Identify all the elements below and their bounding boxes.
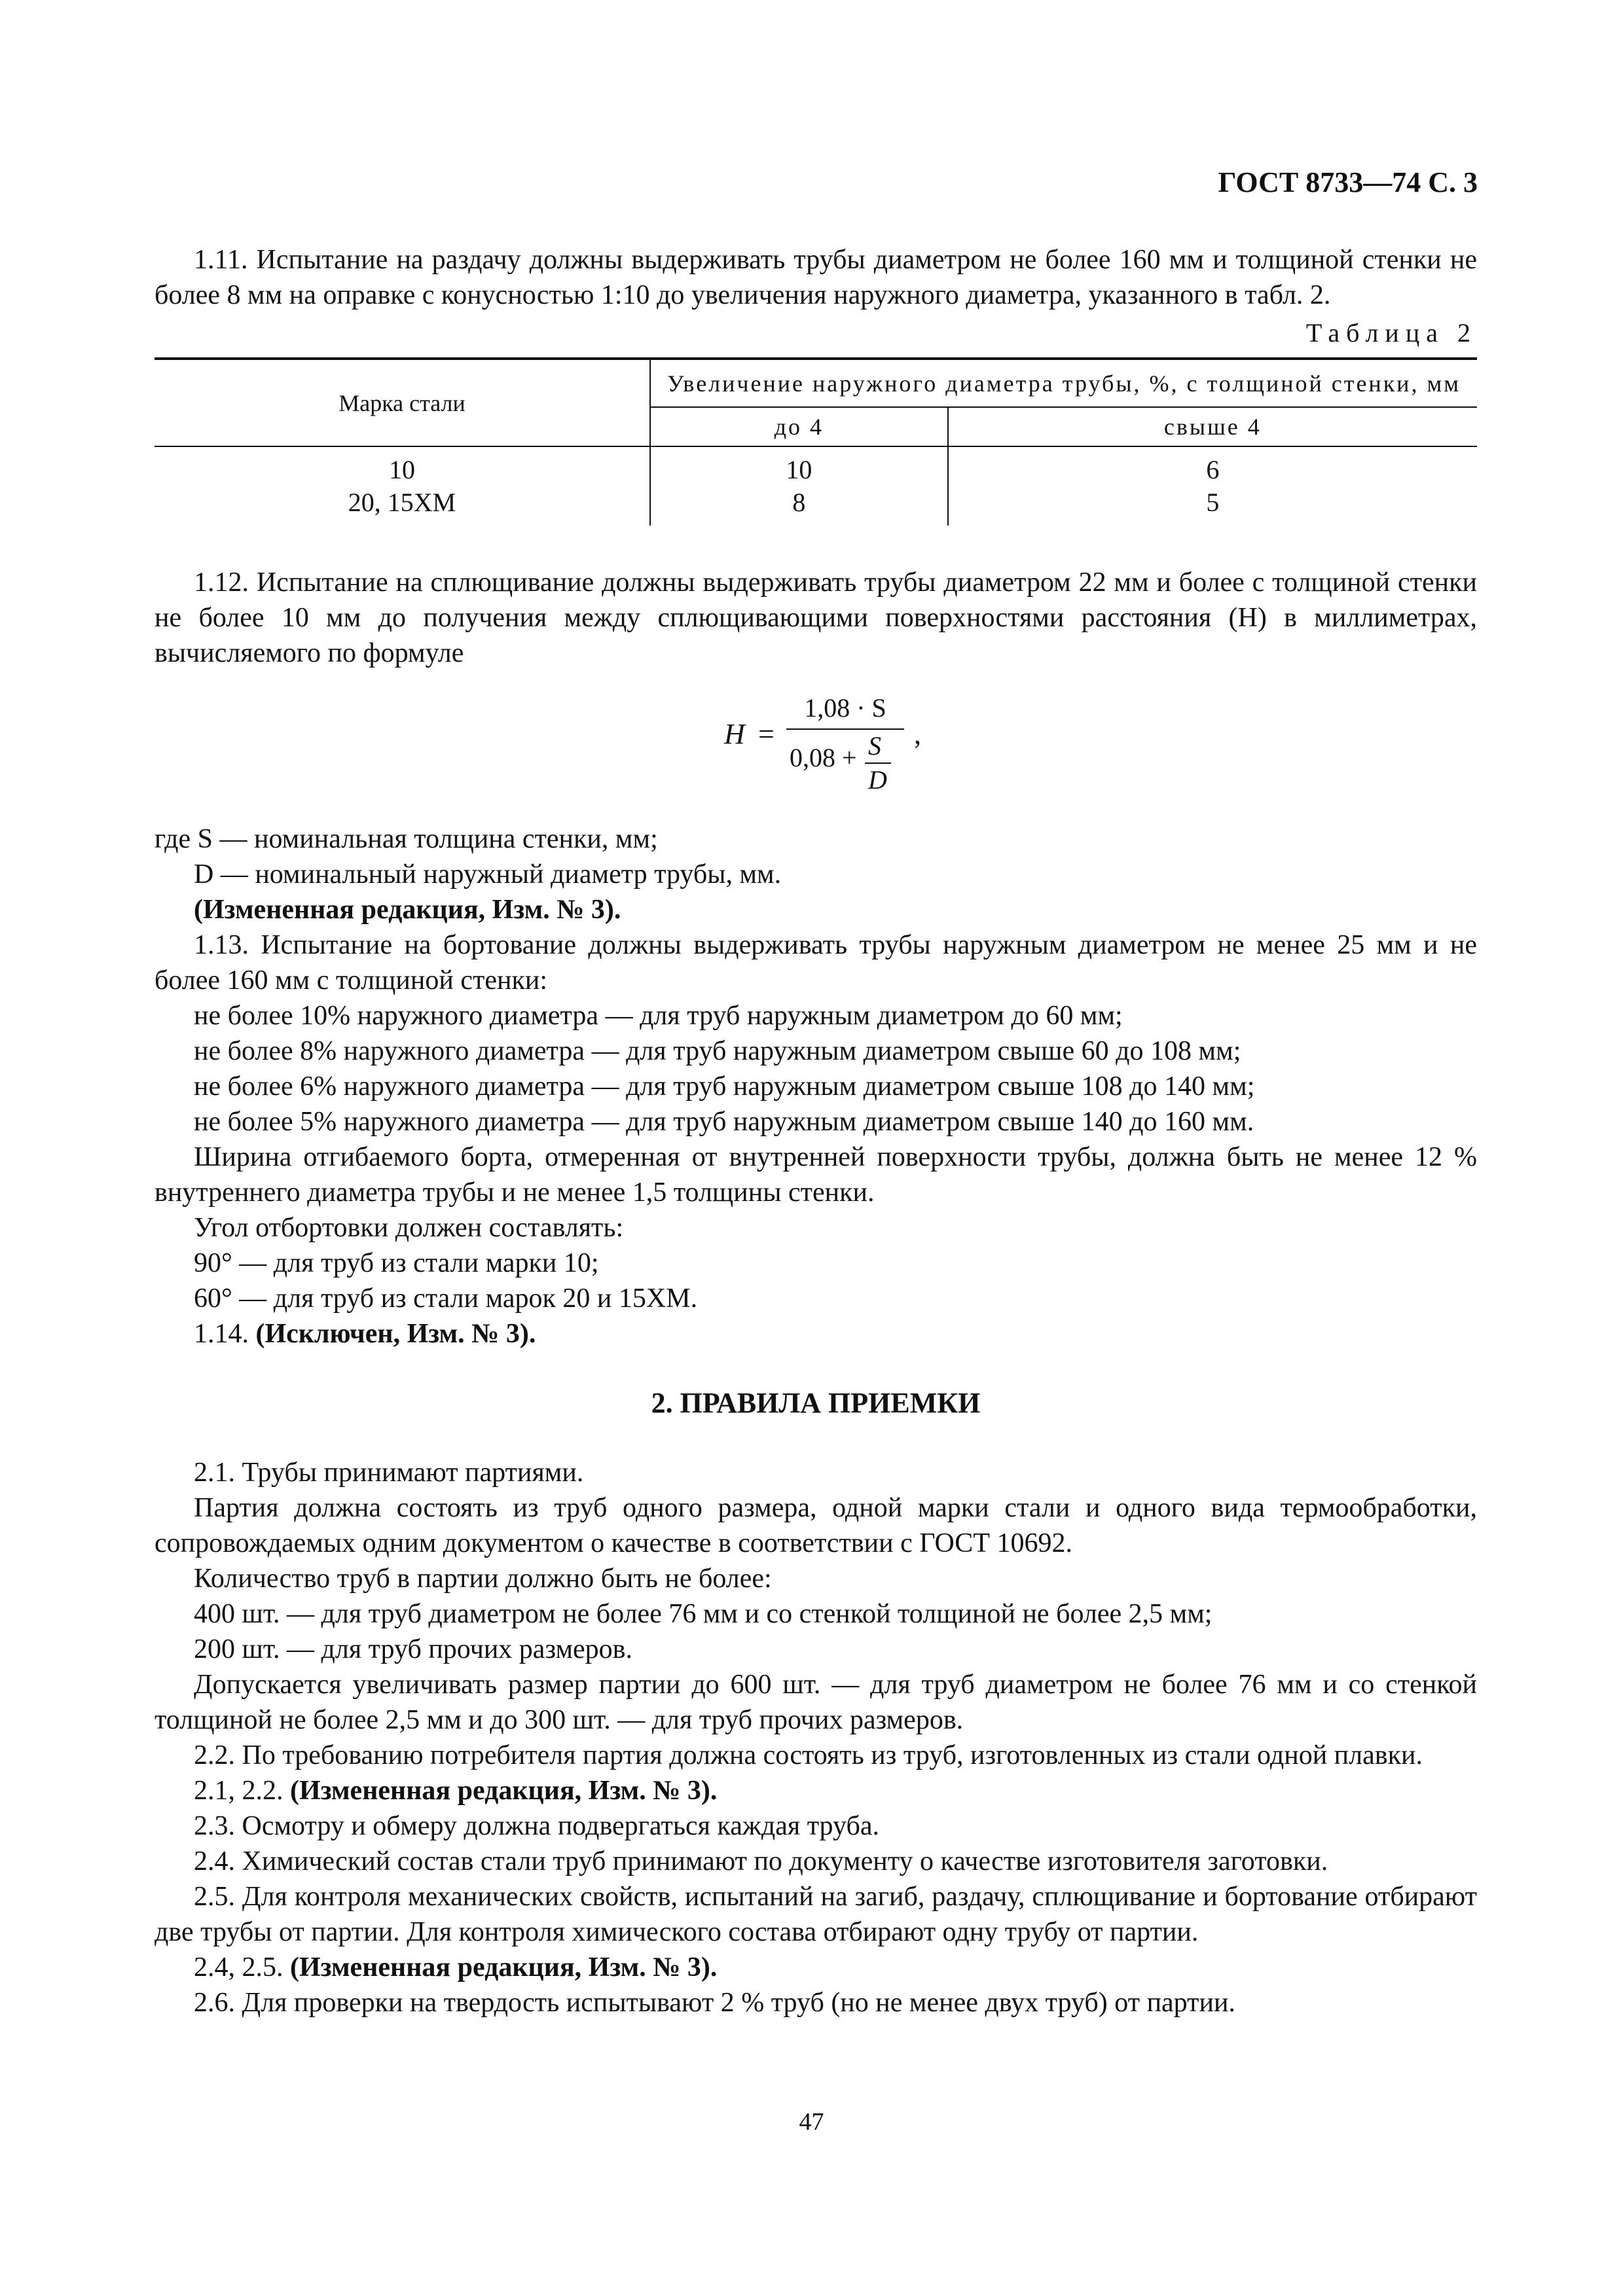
table-cell-over4: 6: [1206, 455, 1220, 484]
paragraph-2-6: 2.6. Для проверки на твердость испытывают 2 % труб (но не менее двух труб) от партии.: [194, 1988, 1235, 2018]
table-header-upto4: до 4: [650, 407, 948, 446]
paragraph-2-4-2-5-note: [155, 1950, 1477, 1985]
formula-inner-numerator: S: [868, 731, 881, 761]
formula-numerator: 1,08 · S: [804, 693, 886, 723]
paragraph-batch: Партия должна состоять из труб одного размера, одной марки стали и одного вида термообработки, сопровождаемых одним документом о качестве в соответствии с ГОСТ 10692.: [155, 1493, 1477, 1558]
paragraph-flange-angle: Угол отбортовки должен составлять:: [194, 1213, 624, 1243]
list-item: не более 6% наружного диаметра — для труб наружным диаметром свыше 108 до 140 мм;: [194, 1071, 1255, 1102]
formula-inner-denominator: D: [868, 765, 887, 795]
table-caption: Таблица 2: [1305, 318, 1477, 348]
page-content: [155, 242, 1477, 2020]
table-cell-steel: 20, 15ХМ: [155, 486, 650, 526]
paragraph-allow: Допускается увеличивать размер партии до 600 шт. — для труб диаметром не более 76 мм и со стенкой толщиной не более 2,5 мм и до 300 шт. — для труб прочих размеров.: [155, 1670, 1477, 1735]
formula-equals: =: [758, 718, 775, 750]
section-title: 2. ПРАВИЛА ПРИЕМКИ: [651, 1387, 981, 1419]
edit-note: (Измененная редакция, Изм. № 3).: [290, 1952, 718, 1982]
formula-fraction-bar: [786, 728, 904, 730]
formula-denominator-constant: 0,08 +: [790, 743, 857, 772]
paragraph-2-5: 2.5. Для контроля механических свойств, испытаний на загиб, раздачу, сплющивание и бортование отбирают две трубы от партии. Для контроля химического состава отбирают одну трубу от партии.: [155, 1882, 1477, 1947]
list-item: не более 8% наружного диаметра — для труб наружным диаметром свыше 60 до 108 мм;: [194, 1036, 1241, 1066]
table-cell-steel: 10: [155, 446, 650, 486]
clause-number: 2.4, 2.5.: [194, 1952, 283, 1982]
formula-h: [155, 677, 1477, 808]
clause-number: 2.1, 2.2.: [194, 1776, 283, 1806]
table-header-steel: Марка стали: [155, 359, 650, 446]
paragraph-1-12: 1.12. Испытание на сплющивание должны выдерживать трубы диаметром 22 мм и более с толщиной стенки не более 10 мм до получения между сплющивающими поверхностями расстояния (H) в миллиметрах, вычисляемого по формуле: [155, 567, 1477, 668]
table-header-over4: свыше 4: [948, 407, 1477, 446]
edit-note: (Измененная редакция, Изм. № 3).: [194, 895, 621, 925]
table-cell-upto4: 10: [650, 446, 948, 486]
paragraph-2-3: 2.3. Осмотру и обмеру должна подвергаться каждая труба.: [194, 1811, 879, 1841]
table-cell-upto4: 8: [650, 486, 948, 526]
paragraph-1-13: 1.13. Испытание на бортование должны выдерживать трубы наружным диаметром не менее 25 мм и не более 160 мм с толщиной стенки:: [155, 930, 1477, 996]
paragraph-2-2: 2.2. По требованию потребителя партия должна состоять из труб, изготовленных из стали одной плавки.: [194, 1740, 1423, 1770]
paragraph-2-4: 2.4. Химический состав стали труб принимают по документу о качестве изготовителя заготовки.: [194, 1846, 1328, 1876]
table-cell-over4: 5: [1206, 488, 1220, 517]
clause-number: 1.14.: [194, 1319, 249, 1349]
list-item: 400 шт. — для труб диаметром не более 76 мм и со стенкой толщиной не более 2,5 мм;: [194, 1599, 1213, 1629]
list-item: 200 шт. — для труб прочих размеров.: [194, 1634, 632, 1664]
edit-note: (Исключен, Изм. № 3).: [255, 1319, 536, 1349]
table-header-group: Увеличение наружного диаметра трубы, %, с толщиной стенки, мм: [650, 359, 1477, 407]
paragraph-flange-width: Ширина отгибаемого борта, отмеренная от внутренней поверхности трубы, должна быть не менее 12 % внутреннего диаметра трубы и не менее 1,5 толщины стенки.: [155, 1142, 1477, 1208]
paragraph-quantity: Количество труб в партии должно быть не более:: [194, 1564, 772, 1594]
paragraph-1-11: 1.11. Испытание на раздачу должны выдерживать трубы диаметром не более 160 мм и толщиной стенки не более 8 мм на оправке с конусностью 1:10 до увеличения наружного диаметра, указанного в табл. 2.: [155, 245, 1477, 310]
page-number: 47: [799, 2108, 824, 2136]
running-header: ГОСТ 8733—74 С. 3: [1218, 166, 1478, 198]
paragraph-2-1-2-2-note: [155, 1773, 1477, 1808]
paragraph-1-14: [155, 1316, 1477, 1352]
table-2: [155, 357, 1477, 526]
table-row: [155, 486, 1477, 526]
list-item: не более 10% наружного диаметра — для труб наружным диаметром до 60 мм;: [194, 1001, 1123, 1031]
edit-note: (Измененная редакция, Изм. № 3).: [290, 1776, 718, 1806]
where-s: где S — номинальная толщина стенки, мм;: [155, 824, 658, 854]
list-item: 90° — для труб из стали марки 10;: [194, 1248, 599, 1278]
formula-lhs: H: [724, 718, 745, 750]
where-d: D — номинальный наружный диаметр трубы, мм.: [194, 859, 782, 889]
list-item: не более 5% наружного диаметра — для труб наружным диаметром свыше 140 до 160 мм.: [194, 1107, 1254, 1137]
list-item: 60° — для труб из стали марок 20 и 15ХМ.: [194, 1283, 698, 1314]
table-row: [155, 446, 1477, 486]
formula-comma: ,: [914, 718, 921, 750]
paragraph-2-1: 2.1. Трубы принимают партиями.: [194, 1458, 584, 1488]
